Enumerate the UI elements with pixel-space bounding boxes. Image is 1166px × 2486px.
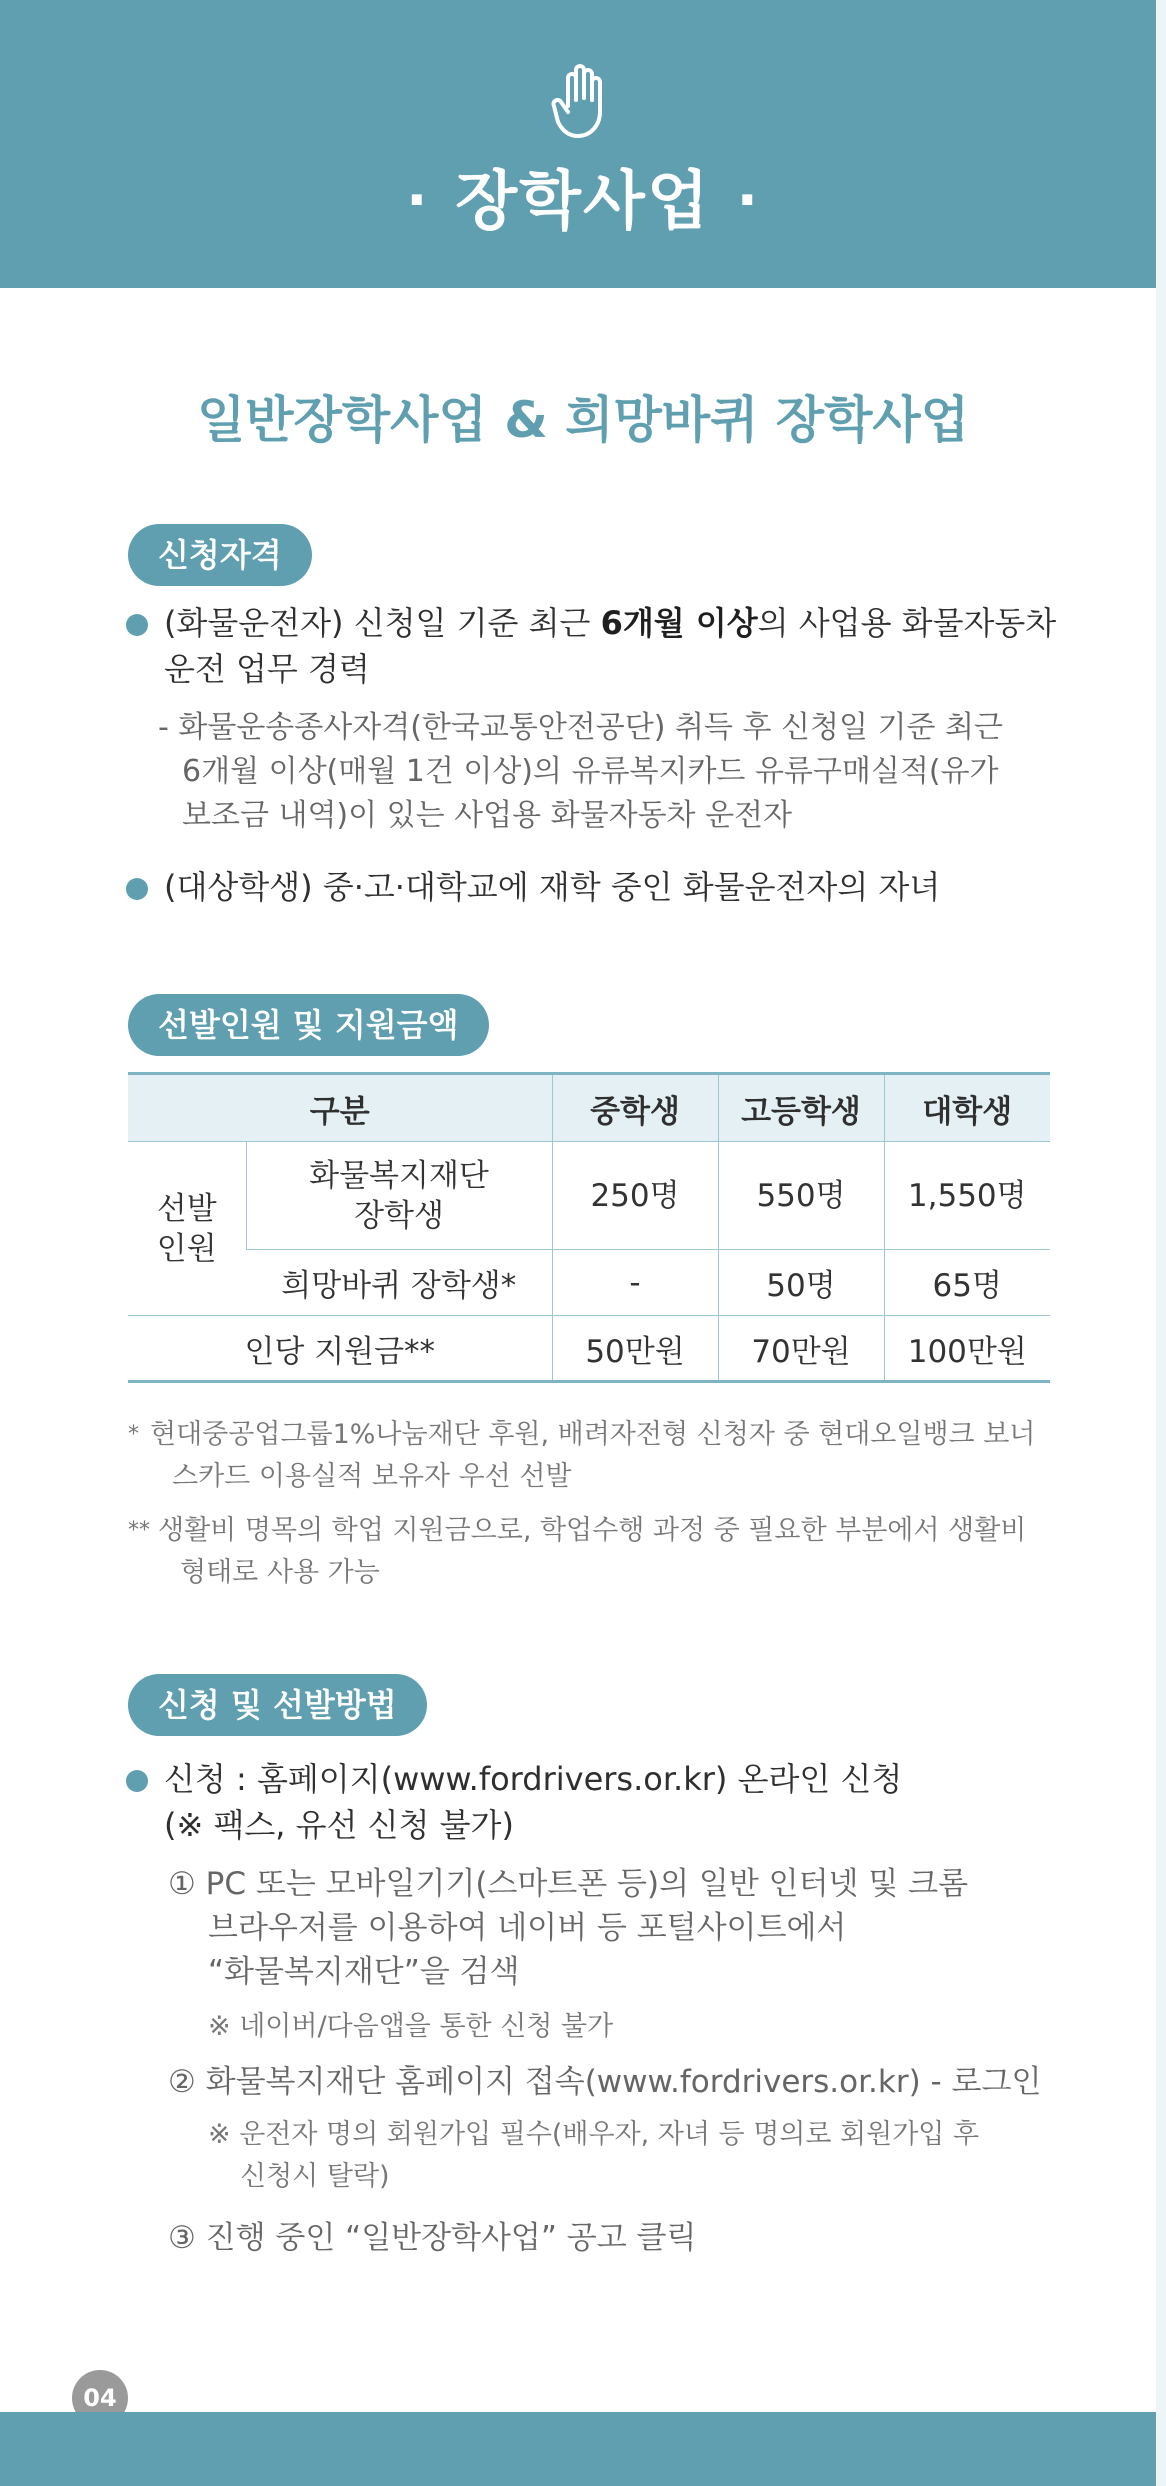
title-dot-left: · xyxy=(406,168,430,233)
bullet-text: 의 사업용 화물자동차 xyxy=(757,604,1057,642)
group-label: 선발 xyxy=(156,1190,217,1227)
footnote xyxy=(128,1510,1058,1594)
step-2 xyxy=(168,2060,1068,2104)
table-header: 고등학생 xyxy=(718,1074,884,1142)
subtext-line: 6개월 이상(매월 1건 이상)의 유류복지카드 유류구매실적(유가 xyxy=(182,754,999,789)
step-text: ③ 진행 중인 “일반장학사업” 공고 클릭 xyxy=(168,2220,697,2256)
eligibility-subtext xyxy=(158,706,1058,838)
method-bullet xyxy=(130,1756,1060,1848)
hand-icon xyxy=(548,62,618,142)
page-edge xyxy=(1156,0,1166,2486)
title-dot-right: · xyxy=(736,168,760,233)
footnote-text: 형태로 사용 가능 xyxy=(180,1557,380,1588)
group-cell xyxy=(128,1142,246,1316)
table-cell: 100만원 xyxy=(884,1316,1050,1382)
footnote-text: 스카드 이용실적 보유자 우선 선발 xyxy=(172,1461,572,1492)
eligibility-label: 신청자격 xyxy=(128,524,312,586)
page-title-text: 장학사업 xyxy=(455,165,711,239)
page-title xyxy=(0,150,1166,242)
table-row xyxy=(128,1250,1050,1316)
table-cell: 50명 xyxy=(718,1250,884,1316)
bullet-text: (※ 팩스, 유선 신청 불가) xyxy=(164,1806,514,1844)
eligibility-bullet-student xyxy=(130,864,1060,910)
header-band xyxy=(0,0,1166,288)
footnote-text: 생활비 명목의 학업 지원금으로, 학업수행 과정 중 필요한 부분에서 생활비 xyxy=(158,1515,1027,1546)
bullet-emphasis: 6개월 이상 xyxy=(600,604,758,642)
table-row xyxy=(128,1142,1050,1250)
page-number: 04 xyxy=(72,2370,128,2426)
section-main-title: 일반장학사업 & 희망바퀴 장학사업 xyxy=(196,391,970,449)
table-row xyxy=(128,1316,1050,1382)
method-label: 신청 및 선발방법 xyxy=(128,1674,427,1736)
row-label-text: 화물복지재단 xyxy=(309,1157,489,1194)
bullet-text: (대상학생) 중·고·대학교에 재학 중인 화물운전자의 자녀 xyxy=(164,868,941,906)
table-cell: 550명 xyxy=(718,1142,884,1250)
remark-text: ※ 운전자 명의 회원가입 필수(배우자, 자녀 등 명의로 회원가입 후 xyxy=(208,2119,980,2150)
row-label-text: 장학생 xyxy=(354,1197,444,1234)
step-text: “화물복지재단”을 검색 xyxy=(208,1954,520,1990)
group-label: 인원 xyxy=(156,1230,217,1267)
table-header: 대학생 xyxy=(884,1074,1050,1142)
step-text: ① PC 또는 모바일기기(스마트폰 등)의 일반 인터넷 및 크롬 xyxy=(168,1866,969,1902)
table-cell: 250명 xyxy=(552,1142,718,1250)
footnote-text: 현대중공업그룹1%나눔재단 후원, 배려자전형 신청자 중 현대오일뱅크 보너 xyxy=(150,1419,1036,1450)
eligibility-bullet-driver xyxy=(130,600,1060,692)
step-1-remark xyxy=(208,2006,1068,2048)
remark-text: ※ 네이버/다음앱을 통한 신청 불가 xyxy=(208,2011,614,2042)
step-3 xyxy=(168,2216,1068,2260)
table-cell: 70만원 xyxy=(718,1316,884,1382)
table-cell: 65명 xyxy=(884,1250,1050,1316)
step-text: 브라우저를 이용하여 네이버 등 포털사이트에서 xyxy=(208,1910,847,1946)
bullet-text: 신청 : 홈페이지(www.fordrivers.or.kr) 온라인 신청 xyxy=(164,1760,903,1798)
selection-label: 선발인원 및 지원금액 xyxy=(128,994,489,1056)
step-2-remark xyxy=(208,2114,1068,2198)
footnote xyxy=(128,1414,1058,1498)
selection-table xyxy=(128,1072,1050,1383)
table-cell: 1,550명 xyxy=(884,1142,1050,1250)
step-1 xyxy=(168,1862,1068,1994)
bullet-text: 운전 업무 경력 xyxy=(164,650,370,688)
subtext-line: 보조금 내역)이 있는 사업용 화물자동차 운전자 xyxy=(182,798,793,833)
row-label xyxy=(246,1142,552,1250)
table-header: 구분 xyxy=(128,1074,552,1142)
subtext-line: - 화물운송종사자격(한국교통안전공단) 취득 후 신청일 기준 최근 xyxy=(158,710,1003,745)
step-text: ② 화물복지재단 홈페이지 접속(www.fordrivers.or.kr) - 로그인 xyxy=(168,2064,1042,2100)
table-header: 중학생 xyxy=(552,1074,718,1142)
footnote-mark: * xyxy=(128,1422,139,1447)
table-cell: - xyxy=(552,1250,718,1316)
row-label: 인당 지원금** xyxy=(128,1316,552,1382)
footnote-mark: ** xyxy=(128,1518,150,1543)
remark-text: 신청시 탈락) xyxy=(240,2161,390,2192)
row-label: 희망바퀴 장학생* xyxy=(246,1250,552,1316)
table-header-row xyxy=(128,1074,1050,1142)
bullet-text: (화물운전자) 신청일 기준 최근 xyxy=(164,604,601,642)
table-cell: 50만원 xyxy=(552,1316,718,1382)
footer-band xyxy=(0,2412,1166,2486)
